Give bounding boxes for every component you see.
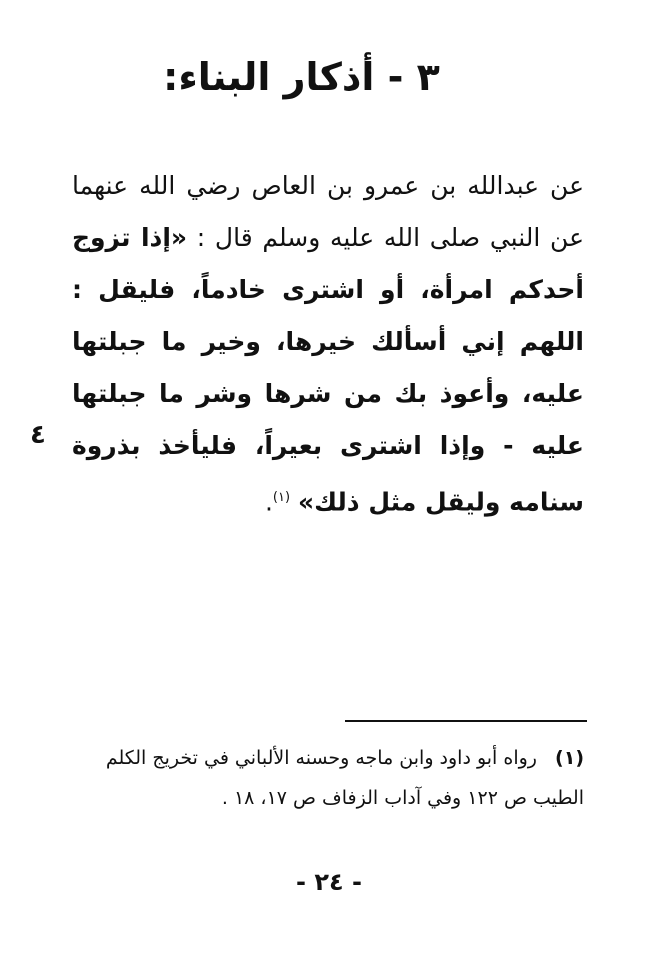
footnote-divider	[345, 720, 587, 722]
hadith-quote: «إذا تزوج أحدكم امرأة، أو اشترى خادماً، فليقل : اللهم إني أسألك خيرها، وخير ما جبلتها عليه، وأعوذ بك من شرها وشر ما جبلتها عليه - وإذا اشترى بعيراً، فليأخذ بذروة سنامه وليقل مثل ذلك»	[72, 223, 584, 517]
margin-mark: ٤	[30, 420, 46, 450]
hadith-narration: عن عبدالله بن عمرو بن العاص رضي الله عنهما عن النبي صلى الله عليه وسلم قال :	[72, 171, 584, 252]
hadith-paragraph	[72, 160, 584, 528]
footnote	[64, 738, 584, 818]
section-heading: ٣ - أذكار البناء:	[163, 55, 440, 99]
footnote-reference: (١)	[272, 490, 291, 505]
page-number: - ٢٤ -	[296, 868, 362, 896]
footnote-marker: (١)	[555, 747, 584, 769]
footnote-text: رواه أبو داود وابن ماجه وحسنه الألباني في تخريج الكلم الطيب ص ١٢٢ وفي آداب الزفاف ص ١٧، ١٨ .	[105, 747, 584, 809]
paragraph-end: .	[264, 487, 273, 517]
